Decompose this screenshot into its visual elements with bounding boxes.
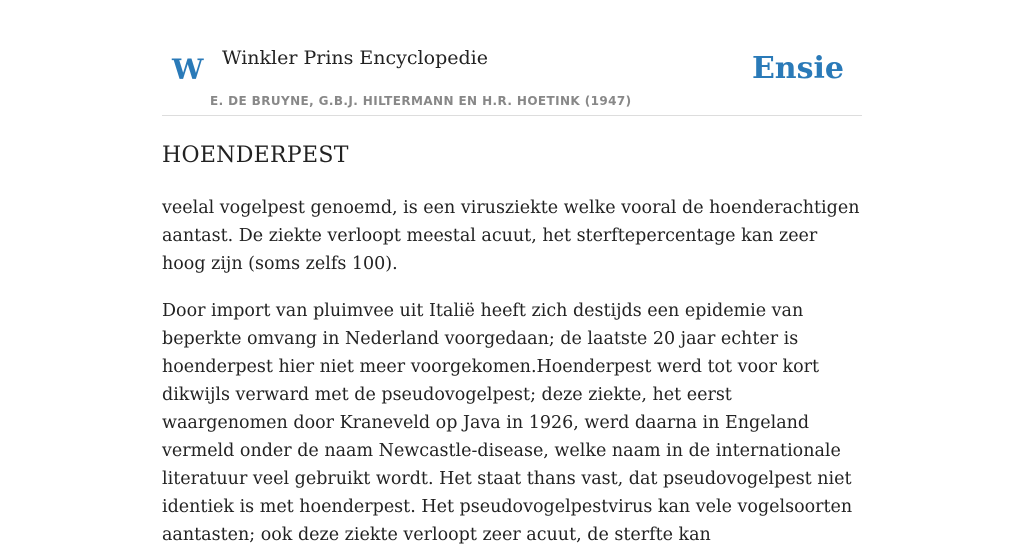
source-logo[interactable]: W [172, 53, 204, 86]
page-container [162, 0, 862, 549]
page-header [162, 0, 862, 116]
source-authors: E. DE BRUYNE, G.B.J. HILTERMANN EN H.R. HOETINK (1947) [210, 94, 632, 108]
article-paragraph: Door import van pluimvee uit Italië heeft zich destijds een epidemie van beperkte omvang in Nederland voorgedaan; de laatste 20 jaar echter is hoenderpest hier niet meer voorgekomen.Hoenderpest werd tot voor kort dikwijls verward met de pseudovogelpest; deze ziekte, het eerst waargenomen door Kraneveld op Java in 1926, werd daarna in Engeland vermeld onder de naam Newcastle-disease, welke naam in de internationale literatuur veel gebruikt wordt. Het staat thans vast, dat pseudovogelpest niet identiek is met hoenderpest. Het pseudovogelpestvirus kan vele vogelsoorten aantasten; ook deze ziekte verloopt zeer acuut, de sterfte kan [162, 301, 853, 545]
article-title: HOENDERPEST [162, 143, 349, 168]
ensie-brand-logo[interactable]: Ensie [751, 51, 844, 86]
article-paragraph: veelal vogelpest genoemd, is een virusziekte welke vooral de hoenderachtigen aantast. De ziekte verloopt meestal acuut, het sterftepercentage kan zeer hoog zijn (soms zelfs 100). [162, 198, 860, 274]
article-body [162, 194, 862, 549]
source-title-link[interactable]: Winkler Prins Encyclopedie [222, 47, 488, 69]
